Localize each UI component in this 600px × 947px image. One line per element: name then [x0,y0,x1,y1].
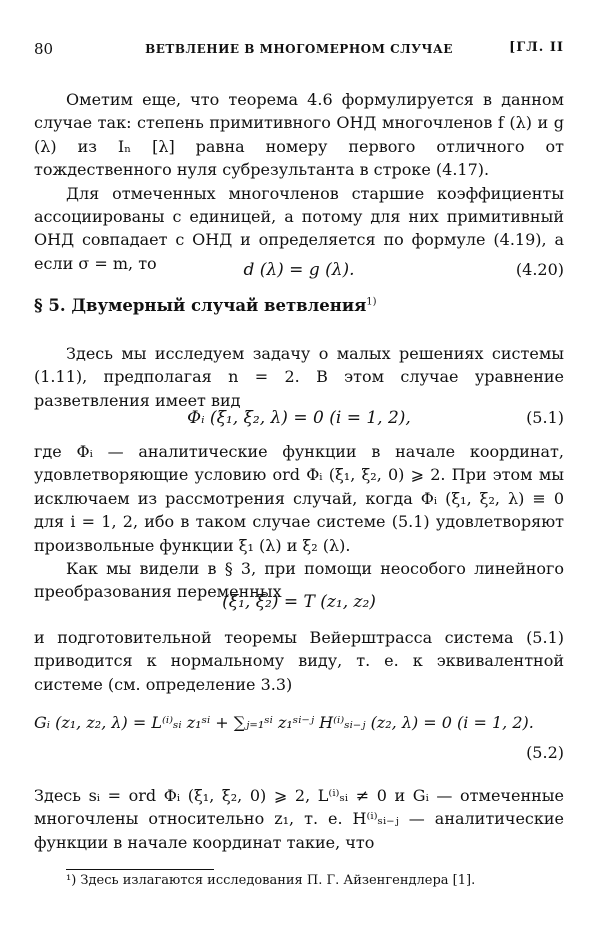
footnote-rule [66,869,214,870]
running-title: ВЕТВЛЕНИЕ В МНОГОМЕРНОМ СЛУЧАЕ [145,42,453,56]
section-title: § 5. Двумерный случай ветвления [34,296,367,315]
equation-5-2 [34,713,564,762]
equation-5-2-body: Gᵢ (z₁, z₂, λ) = L⁽ⁱ⁾ₛᵢ z₁ˢⁱ + ∑ⱼ₌₁ˢⁱ z₁ˢⁱ⁻ʲ H⁽ⁱ⁾ₛᵢ₋ⱼ (z₂, λ) = 0 (i = 1, 2). [34,713,534,732]
equation-transform-body: (ξ₁, ξ₂) = T (z₁, z₂) [222,592,376,612]
equation-4-20-number: (4.20) [515,260,564,279]
footnote [34,871,564,890]
page-number: 80 [34,40,54,58]
paragraph-3: Здесь мы исследуем задачу о малых решениях системы (1.11), предполагая n = 2. В этом случае уравнение разветвления имеет вид [34,344,564,410]
chapter-label: [ГЛ. II [509,40,564,55]
paragraph-1: Ометим еще, что теорема 4.6 формулируется в данном случае так: степень примитивного ОНД многочленов f (λ) и g (λ) из Iₙ [λ] равна номеру первого отличного от тождественного нуля субрезультанта в строке (4.17). [34,90,564,180]
block-2 [34,342,564,412]
equation-5-2-number: (5.2) [526,743,564,762]
block-5 [34,784,564,854]
block-4 [34,626,564,696]
section-heading [34,296,377,315]
paragraph-4: где Φᵢ — аналитические функции в начале координат, удовлетворяющие условию ord Φᵢ (ξ₁, ξ₂, 0) ⩾ 2. При этом мы исключаем из рассмотрения случай, когда Φᵢ (ξ₁, ξ₂, λ) ≡ 0 для i = 1, 2, ибо в таком случае системе (5.1) удовлетворяют произвольные функции ξ₁ (λ) и ξ₂ (λ). [34,442,564,555]
equation-4-20-body: d (λ) = g (λ). [243,260,355,280]
equation-4-20 [34,260,564,286]
equation-5-1 [34,408,564,434]
equation-transform [34,592,564,618]
equation-5-1-number: (5.1) [526,408,564,427]
paragraph-6: и подготовительной теоремы Вейерштрасса система (5.1) приводится к нормальному виду, т. е. к эквивалентной системе (см. определение 3.3) [34,628,564,694]
paragraph-7: Здесь sᵢ = ord Φᵢ (ξ₁, ξ₂, 0) ⩾ 2, L⁽ⁱ⁾ₛᵢ ≠ 0 и Gᵢ — отмеченные многочлены относительно z₁, т. е. H⁽ⁱ⁾ₛᵢ₋ⱼ — аналитические функции в начале координат такие, что [34,786,564,852]
footnote-text: ¹) Здесь излагаются исследования П. Г. Айзенгендлера [1]. [66,873,476,888]
section-footnote-mark: 1) [366,296,377,308]
block-1 [34,88,564,275]
block-3 [34,440,564,604]
running-header [34,40,564,64]
paragraph-5: Как мы видели в § 3, при помощи неособого линейного преобразования переменных [34,559,564,602]
equation-5-1-body: Φᵢ (ξ₁, ξ₂, λ) = 0 (i = 1, 2), [187,408,411,428]
paragraph-2: Для отмеченных многочленов старшие коэффициенты ассоциированы с единицей, а потому для них примитивный ОНД совпадает с ОНД и определяется по формуле (4.19), а если σ = m, то [34,183,564,273]
